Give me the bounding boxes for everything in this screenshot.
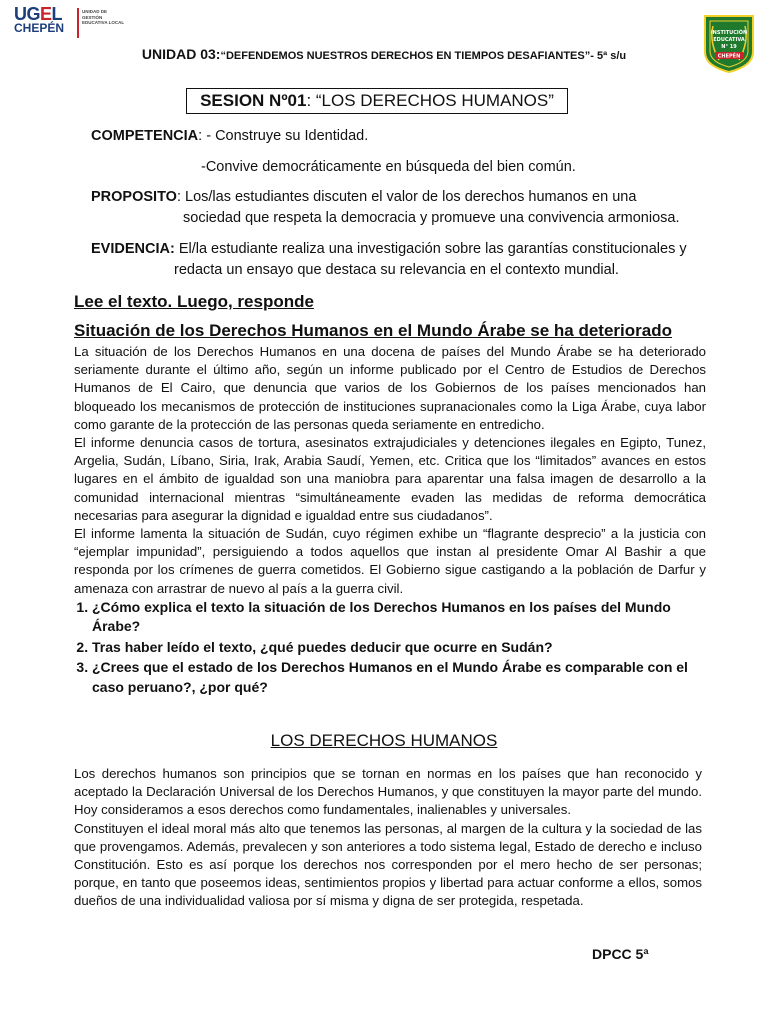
- crest-line-2: EDUCATIVA: [713, 37, 745, 43]
- ugel-sub-line: GESTIÓN: [82, 14, 103, 20]
- crest-line-3: N° 19: [721, 44, 737, 50]
- ugel-city: CHEPÉN: [14, 21, 65, 36]
- ugel-subtitle: [82, 9, 138, 26]
- footer-label: DPCC 5ª: [592, 946, 649, 962]
- evidencia-line-1: [91, 239, 687, 260]
- question-item: 1. ¿Cómo explica el texto la situación de los Derechos Humanos en los países del Mundo Árabe?: [92, 598, 706, 637]
- evidencia-text-2: redacta un ensayo que destaca su relevancia en el contexto mundial.: [174, 262, 619, 278]
- session-title-box: [186, 88, 568, 114]
- question-item: 2. Tras haber leído el texto, ¿qué puedes deducir que ocurre en Sudán?: [92, 638, 706, 658]
- crest-line-1: INSTITUCIÓN: [710, 30, 748, 36]
- proposito-text-1: : Los/las estudiantes discuten el valor de los derechos humanos en una: [176, 189, 637, 205]
- section2-title: LOS DERECHOS HUMANOS: [270, 731, 498, 750]
- crest-shield-icon: [701, 12, 757, 74]
- proposito-line-1: [91, 187, 636, 208]
- unit-heading: [0, 46, 768, 62]
- evidencia-text-1: El/la estudiante realiza una investigación sobre las garantías constitucionales y: [174, 241, 687, 257]
- reading-paragraph: El informe lamenta la situación de Sudán, cuyo régimen exhibe un “flagrante desprecio” a la justicia con “ejemplar impunidad”, persiguiendo a todos aquellos que instan al presidente Omar Al Bashir a que responda por los crímenes de guerra cometidos. El Gobierno sigue castigando a la población de Darfur y amenaza con arrastrar de nuevo al país a la guerra civil.: [74, 526, 706, 596]
- ugel-divider: [77, 8, 79, 38]
- reading-paragraph: La situación de los Derechos Humanos en una docena de países del Mundo Árabe se ha deteriorado seriamente durante el último año, según un informe publicado por el Centro de Estudios de Derechos Humanos de El Cairo, que denuncia que varios de los Gobiernos de los países mencionados han bloqueado los mecanismos de protección de instituciones supranacionales como la Liga Árabe, cuya labor como garante de la protección de las personas queda seriamente en entredicho.: [74, 344, 706, 432]
- crest-line-4: CHEPÉN: [717, 53, 741, 60]
- session-label: SESION Nº01: [200, 91, 307, 110]
- competencia-label: COMPETENCIA: [91, 128, 199, 144]
- reading-instruction: Lee el texto. Luego, responde: [74, 292, 314, 311]
- ugel-logo: [14, 6, 138, 42]
- session-title: : “LOS DERECHOS HUMANOS”: [306, 91, 554, 110]
- ugel-e: E: [40, 4, 52, 24]
- unit-title: “DEFENDEMOS NUESTROS DERECHOS EN TIEMPOS DESAFIANTES”- 5ª s/u: [220, 50, 627, 62]
- ugel-sub-line: EDUCATIVA LOCAL: [82, 20, 125, 26]
- evidencia-label: EVIDENCIA:: [91, 241, 175, 257]
- proposito-text-2: sociedad que respeta la democracia y promueve una convivencia armoniosa.: [183, 210, 680, 226]
- competencia-text-2: -Convive democráticamente en búsqueda del bien común.: [201, 159, 576, 175]
- unit-label: UNIDAD 03:: [141, 46, 221, 62]
- reading-section: [74, 292, 706, 698]
- reading-paragraph: El informe denuncia casos de tortura, asesinatos extrajudiciales y detenciones ilegales en Egipto, Tunez, Argelia, Sudán, Líbano, Siria, Irak, Arabia Saudí, Yemen, etc. Critica que los “limitados” avances en estos lugares en el ámbito de igualdad son una maniobra para aparentar una falsa imagen de desarrollo a la comunidad internacional mientras “simultáneamente evaden las medidas de reforma democrática necesarias para asegurar la dignidad e igualdad entre sus ciudadanos”.: [74, 435, 706, 523]
- question-item: 3. ¿Crees que el estado de los Derechos Humanos en el Mundo Árabe es comparable con el caso peruano?, ¿por qué?: [92, 658, 706, 697]
- section2-paragraph: Constituyen el ideal moral más alto que tenemos las personas, al margen de la cultura y la sociedad de las que provengamos. Además, prevalecen y son anteriores a todo sistema legal, Estado de derecho e incluso Constitución. Esto es así porque los derechos nos corresponden por el mero hecho de ser personas; porque, en tanto que poseemos ideas, sentimientos propios y libertad para actuar conforme a ellos, somos dueños de una individualidad valiosa por sí misma y digna de ser protegida, respetada.: [74, 820, 702, 909]
- ugel-ug: UG: [14, 4, 40, 24]
- school-crest-logo: [701, 12, 757, 74]
- competencia-text-1: : - Construye su Identidad.: [198, 128, 369, 144]
- ugel-sub-line: UNIDAD DE: [82, 9, 108, 14]
- section2-paragraph: Los derechos humanos son principios que se tornan en normas en los países que han reconocido y aceptado la Declaración Universal de los Derechos Humanos, y que constituyen la mayor parte del mundo. Hoy consideramos a esos derechos como fundamentales, inalienables y universales.: [74, 766, 702, 818]
- competencia-line-1: [91, 126, 368, 147]
- proposito-label: PROPOSITO: [91, 189, 177, 205]
- question-list: [74, 598, 706, 698]
- section2-body: [74, 765, 702, 911]
- ugel-l: L: [51, 4, 63, 24]
- reading-title: Situación de los Derechos Humanos en el Mundo Árabe se ha deteriorado: [74, 321, 672, 340]
